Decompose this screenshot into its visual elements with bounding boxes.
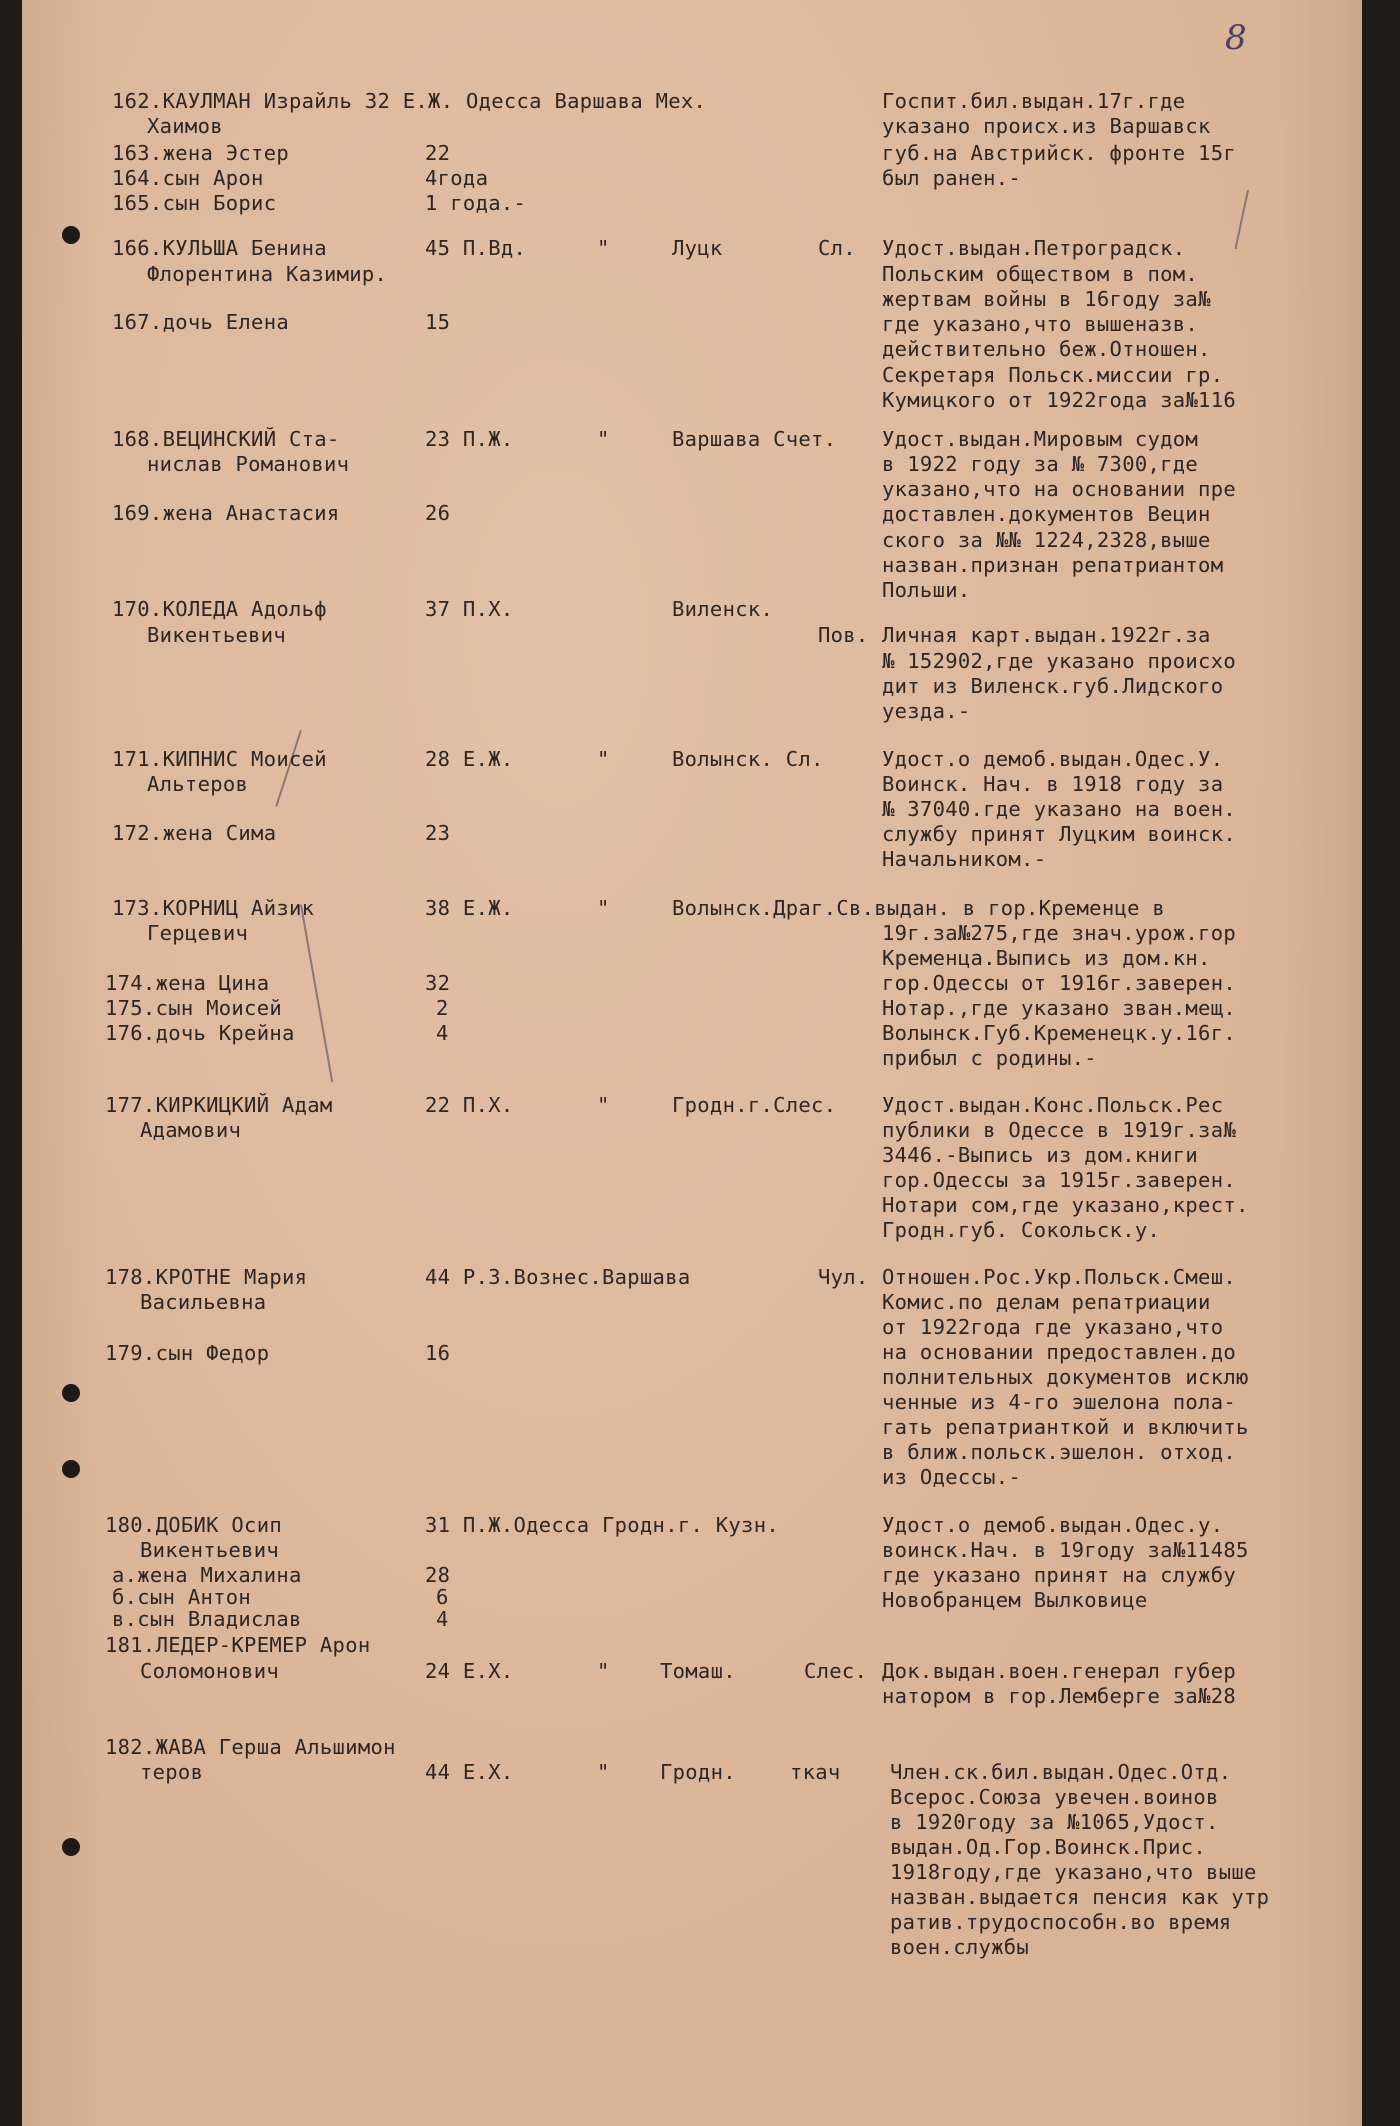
punch-hole — [62, 1384, 80, 1402]
text-line: указано,что на основании пре — [882, 477, 1236, 501]
text-line: в.сын Владислав — [112, 1607, 302, 1631]
text-line: Док.выдан.воен.генерал губер — [882, 1659, 1236, 1683]
text-line: 2 — [436, 996, 449, 1020]
text-line: " — [597, 1760, 610, 1784]
text-line: 38 Е.Ж. — [425, 896, 514, 920]
text-line: 32 — [425, 971, 451, 995]
text-line: б.сын Антон — [112, 1585, 252, 1609]
text-line: 182.ЖАВА Герша Альшимон — [105, 1735, 396, 1759]
text-line: 169.жена Анастасия — [112, 501, 340, 525]
text-line: службу принят Луцким воинск. — [882, 822, 1236, 846]
text-line: гать репатрианткой и включить — [882, 1415, 1249, 1439]
text-line: Викентьевич — [147, 623, 287, 647]
text-line: 163.жена Эстер — [112, 141, 289, 165]
text-line: 23 — [425, 821, 451, 845]
text-line: Отношен.Рос.Укр.Польск.Смеш. — [882, 1265, 1236, 1289]
text-line: 172.жена Сима — [112, 821, 277, 845]
text-line: выдан.Од.Гор.Воинск.Прис. — [890, 1835, 1207, 1859]
text-line: 170.КОЛЕДА Адольф — [112, 597, 327, 621]
text-line: Удост.о демоб.выдан.Одес.У. — [882, 747, 1224, 771]
text-line: был ранен.- — [882, 166, 1022, 190]
text-line: дит из Виленск.губ.Лидского — [882, 674, 1224, 698]
text-line: Хаимов — [147, 114, 223, 138]
text-line: воинск.Нач. в 19году за№11485 — [882, 1538, 1249, 1562]
text-line: 44 Е.Х. — [425, 1760, 514, 1784]
text-line: 37 П.Х. — [425, 597, 514, 621]
text-line: 168.ВЕЦИНСКИЙ Ста- — [112, 427, 340, 451]
text-line: 15 — [425, 310, 451, 334]
text-line: 6 — [436, 1585, 449, 1609]
text-line: 45 П.Вд. — [425, 236, 527, 260]
text-line: 179.сын Федор — [105, 1341, 270, 1365]
text-line: Флорентина Казимир. — [147, 262, 388, 286]
text-line: 3446.-Выпись из дом.книги — [882, 1143, 1199, 1167]
punch-hole — [62, 1838, 80, 1856]
text-line: Воинск. Нач. в 1918 году за — [882, 772, 1224, 796]
text-line: в ближ.польск.эшелон. отход. — [882, 1440, 1236, 1464]
text-line: 26 — [425, 501, 451, 525]
text-line: 180.ДОБИК Осип — [105, 1513, 282, 1537]
text-line: Сл. — [818, 236, 856, 260]
text-line: воен.службы — [890, 1935, 1030, 1959]
text-line: Адамович — [140, 1118, 242, 1142]
text-line: Удост.выдан.Петроградск. — [882, 236, 1186, 260]
text-line: гор.Одессы от 1916г.заверен. — [882, 971, 1236, 995]
text-line: гор.Одессы за 1915г.заверен. — [882, 1168, 1236, 1192]
text-line: Кременца.Выпись из дом.кн. — [882, 946, 1211, 970]
text-line: Начальником.- — [882, 847, 1047, 871]
punch-hole — [62, 1460, 80, 1478]
text-line: Пов. — [818, 623, 869, 647]
text-line: 166.КУЛЬША Бенина — [112, 236, 327, 260]
text-line: 44 Р.З.Вознес.Варшава — [425, 1265, 691, 1289]
text-line: Васильевна — [140, 1290, 267, 1314]
text-line: Гродн.г.Слес. — [672, 1093, 837, 1117]
text-line: 16 — [425, 1341, 451, 1365]
text-line: 4 — [436, 1021, 449, 1045]
pencil-mark — [1235, 190, 1249, 249]
text-line: назван.признан репатриантом — [882, 553, 1224, 577]
text-line: Чул. — [818, 1265, 869, 1289]
text-line: ченные из 4-го эшелона пола- — [882, 1390, 1236, 1414]
text-line: Нотар.,где указано зван.мещ. — [882, 996, 1236, 1020]
page-number: 8 — [1225, 18, 1247, 58]
text-line: в 1922 году за № 7300,где — [882, 452, 1199, 476]
text-line: 22 П.Х. — [425, 1093, 514, 1117]
text-line: " — [597, 747, 610, 771]
text-line: а.жена Михалина — [112, 1563, 302, 1587]
text-line: 22 — [425, 141, 451, 165]
text-line: " — [597, 1093, 610, 1117]
text-line: 167.дочь Елена — [112, 310, 289, 334]
text-line: 4года — [425, 166, 489, 190]
text-line: Герцевич — [147, 921, 249, 945]
text-line: Член.ск.бил.выдан.Одес.Отд. — [890, 1760, 1232, 1784]
punch-hole — [62, 226, 80, 244]
text-line: 176.дочь Крейна — [105, 1021, 295, 1045]
text-line: действительно беж.Отношен. — [882, 337, 1211, 361]
text-line: Удост.выдан.Мировым судом — [882, 427, 1199, 451]
text-line: ратив.трудоспособн.во время — [890, 1910, 1232, 1934]
text-line: 164.сын Арон — [112, 166, 264, 190]
text-line: Томаш. — [660, 1659, 736, 1683]
text-line: " — [597, 896, 610, 920]
text-line: 177.КИРКИЦКИЙ Адам — [105, 1093, 333, 1117]
text-line: 171.КИПНИС Моисей — [112, 747, 327, 771]
text-line: из Одессы.- — [882, 1465, 1022, 1489]
text-line: Гродн.губ. Сокольск.у. — [882, 1218, 1161, 1242]
text-line: уезда.- — [882, 699, 971, 723]
text-line: полнительных документов исклю — [882, 1365, 1249, 1389]
text-line: Соломонович — [140, 1659, 280, 1683]
text-line: 1 года.- — [425, 191, 527, 215]
text-line: Польским обществом в пом. — [882, 262, 1199, 286]
text-line: 24 Е.Х. — [425, 1659, 514, 1683]
text-line: публики в Одессе в 1919г.за№ — [882, 1118, 1236, 1142]
text-line: Волынск.Губ.Кременецк.у.16г. — [882, 1021, 1236, 1045]
text-line: губ.на Австрийск. фронте 15г — [882, 141, 1236, 165]
text-line: где указано,что вышеназв. — [882, 312, 1199, 336]
text-line: № 152902,где указано происхо — [882, 649, 1236, 673]
text-line: Удост.выдан.Конс.Польск.Рес — [882, 1093, 1224, 1117]
text-line: 4 — [436, 1607, 449, 1631]
text-line: Гродн. — [660, 1760, 736, 1784]
text-line: Луцк — [672, 236, 723, 260]
text-line: 162.КАУЛМАН Израйль 32 Е.Ж. Одесса Варшава Мех. — [112, 89, 707, 113]
pencil-mark — [300, 905, 333, 1083]
text-line: 1918году,где указано,что выше — [890, 1860, 1257, 1884]
document-page — [22, 0, 1362, 2126]
text-line: Секретаря Польск.миссии гр. — [882, 363, 1224, 387]
text-line: указано происх.из Варшавск — [882, 114, 1211, 138]
text-line: Виленск. — [672, 597, 774, 621]
text-line: доставлен.документов Вецин — [882, 502, 1211, 526]
text-line: 174.жена Цина — [105, 971, 270, 995]
text-line: в 1920году за №1065,Удост. — [890, 1810, 1219, 1834]
text-line: назван.выдается пенсия как утр — [890, 1885, 1270, 1909]
text-line: 28 Е.Ж. — [425, 747, 514, 771]
text-line: Варшава Счет. — [672, 427, 837, 451]
text-line: Кумицкого от 1922года за№116 — [882, 388, 1236, 412]
text-line: 23 П.Ж. — [425, 427, 514, 451]
text-line: Новобранцем Вылковице — [882, 1588, 1148, 1612]
text-line: где указано принят на службу — [882, 1563, 1236, 1587]
text-line: Альтеров — [147, 772, 249, 796]
text-line: Польши. — [882, 578, 971, 602]
text-line: Удост.о демоб.выдан.Одес.у. — [882, 1513, 1224, 1537]
text-line: Личная карт.выдан.1922г.за — [882, 623, 1211, 647]
text-line: 28 — [425, 1563, 451, 1587]
text-line: 175.сын Моисей — [105, 996, 282, 1020]
text-line: Викентьевич — [140, 1538, 280, 1562]
text-line: Слес. — [804, 1659, 868, 1683]
text-line: ткач — [790, 1760, 841, 1784]
text-line: 181.ЛЕДЕР-КРЕМЕР Арон — [105, 1633, 371, 1657]
text-line: 19г.за№275,где знач.урож.гор — [882, 921, 1236, 945]
text-line: Волынск.Драг.Св.выдан. в гор.Кременце в — [672, 896, 1166, 920]
text-line: 165.сын Борис — [112, 191, 277, 215]
text-line: ского за №№ 1224,2328,выше — [882, 528, 1211, 552]
text-line: 173.КОРНИЦ Айзик — [112, 896, 315, 920]
text-line: " — [597, 236, 610, 260]
text-line: теров — [140, 1760, 204, 1784]
text-line: натором в гор.Лемберге за№28 — [882, 1684, 1236, 1708]
text-line: 178.КРОТНЕ Мария — [105, 1265, 308, 1289]
text-line: № 37040.где указано на воен. — [882, 797, 1236, 821]
text-line: Комис.по делам репатриации — [882, 1290, 1211, 1314]
text-line: Госпит.бил.выдан.17г.где — [882, 89, 1186, 113]
text-line: " — [597, 1659, 610, 1683]
text-line: Волынск. Сл. — [672, 747, 824, 771]
text-line: " — [597, 427, 610, 451]
text-line: Нотари сом,где указано,крест. — [882, 1193, 1249, 1217]
text-line: нислав Романович — [147, 452, 350, 476]
text-line: прибыл с родины.- — [882, 1046, 1097, 1070]
text-line: жертвам войны в 16году за№ — [882, 287, 1211, 311]
text-line: Всерос.Союза увечен.воинов — [890, 1785, 1219, 1809]
text-line: 31 П.Ж.Одесса Гродн.г. Кузн. — [425, 1513, 779, 1537]
text-line: на основании предоставлен.до — [882, 1340, 1236, 1364]
text-line: от 1922года где указано,что — [882, 1315, 1224, 1339]
